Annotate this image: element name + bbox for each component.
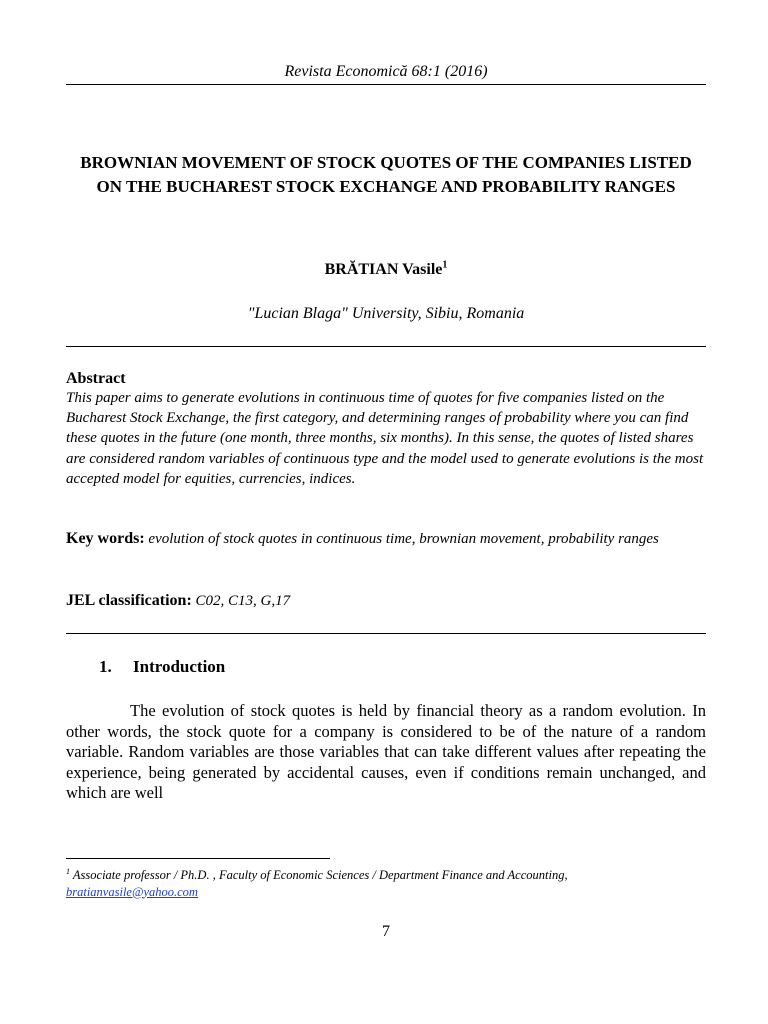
body-paragraph: The evolution of stock quotes is held by financial theory as a random evolution. In other words, the stock quote for a company is considered to be of the nature of a random variable. Random variables are those variables that can take different values after repeating the experience, being generated by accidental causes, even if conditions remain unchanged, and which are well [66, 701, 706, 803]
abstract-bottom-rule [66, 633, 706, 634]
footnote [66, 867, 706, 900]
section-title: Introduction [133, 657, 226, 676]
jel-classification-line [66, 591, 706, 611]
footnote-text: Associate professor / Ph.D. , Faculty of Economic Sciences / Department Finance and Accounting, [72, 868, 568, 882]
author-name: BRĂTIAN Vasile [324, 261, 443, 278]
abstract-top-rule [66, 346, 706, 347]
jel-value: C02, C13, G,17 [195, 593, 291, 609]
footnote-mark: 1 [66, 866, 70, 876]
page-number: 7 [382, 923, 390, 940]
keywords-label: Key words: [66, 530, 145, 547]
footnote-email-link[interactable]: bratianvasile@yahoo.com [66, 884, 198, 899]
section-heading-introduction [99, 656, 225, 678]
author-affiliation: "Lucian Blaga" University, Sibiu, Romania [247, 305, 525, 322]
author-footnote-mark: 1 [442, 259, 448, 271]
author-line [66, 260, 706, 280]
keywords-line [66, 529, 706, 550]
jel-label: JEL classification: [66, 592, 192, 609]
keywords-value: evolution of stock quotes in continuous time, brownian movement, probability ranges [148, 531, 659, 547]
section-number: 1. [99, 657, 112, 676]
journal-running-header: Revista Economică 68:1 (2016) [284, 63, 488, 80]
footnote-rule [66, 858, 330, 859]
abstract-text: This paper aims to generate evolutions in continuous time of quotes for five companies listed on the Bucharest Stock Exchange, the first category, and determining ranges of probability where you can find these quotes in the future (one month, three months, six months). In this sense, the quotes of listed shares are considered random variables of continuous type and the model used to generate evolutions is the most accepted model for equities, currencies, indices. [66, 390, 704, 487]
header-rule [66, 84, 706, 85]
abstract-heading: Abstract [66, 370, 126, 387]
paper-title: BROWNIAN MOVEMENT OF STOCK QUOTES OF THE COMPANIES LISTED ON THE BUCHAREST STOCK EXCHANGE AND PROBABILITY RANGES [80, 153, 692, 196]
